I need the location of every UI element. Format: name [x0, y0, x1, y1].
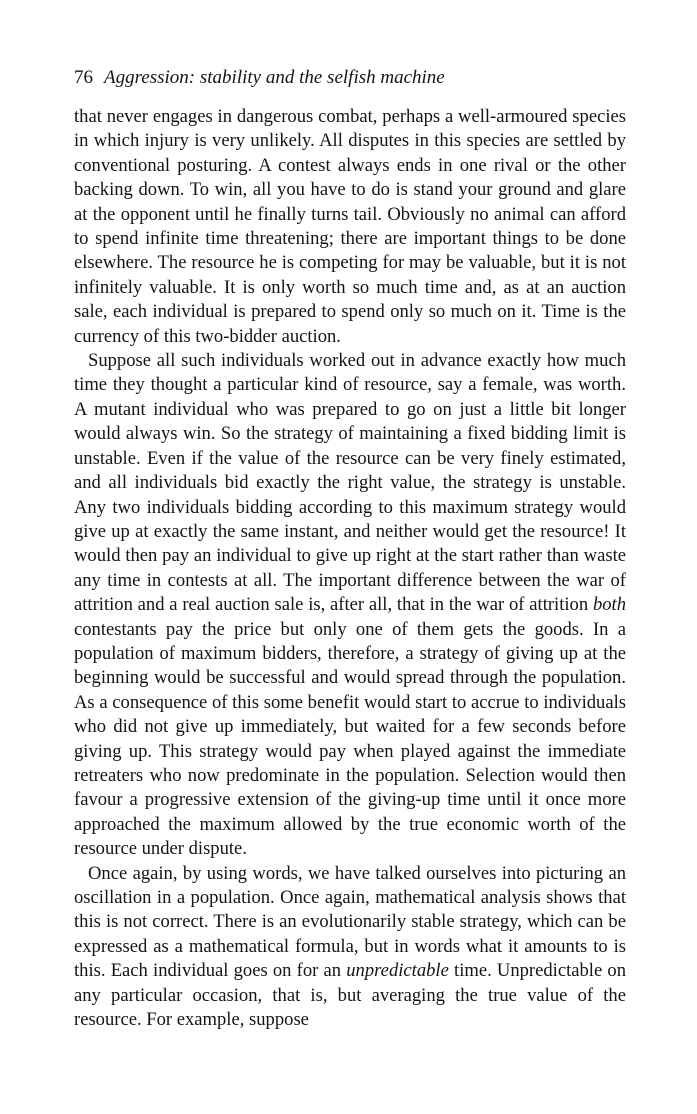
running-head — [74, 66, 626, 90]
paragraph-3 — [74, 862, 626, 1033]
text-run: time. Unpredictable on any particular occasion, that is, but averaging the true value of the resource. For example, suppose — [74, 960, 626, 1031]
emphasis-text: both — [592, 594, 626, 616]
book-page — [74, 66, 626, 1032]
text-run: that never engages in dangerous combat, perhaps a well-armoured species in which injury is very unlikely. All disputes in this species are settled by conventional posturing. A contest always ends in one rival or the other backing down. To win, all you have to do is stand your ground and glare at the opponent until he finally turns tail. Obviously no animal can afford to spend infinite time threatening; there are important things to be done elsewhere. The resource he is competing for may be valuable, but it is not infinitely valuable. It is only worth so much time and, as at an auction sale, each individual is prepared to spend only so much on it. Time is the currency of this two-bidder auction. — [74, 106, 626, 347]
emphasis-text: unpredictable — [346, 960, 449, 982]
paragraph-2 — [74, 349, 626, 862]
running-title: Aggression: stability and the selfish machine — [104, 67, 445, 88]
text-run: Suppose all such individuals worked out in advance exactly how much time they thought a particular kind of resource, say a female, was worth. A mutant individual who was prepared to go on just a little bit longer would always win. So the strategy of maintaining a fixed bidding limit is unstable. Even if the value of the resource can be very finely estimated, and all individuals bid exactly the right value, the strategy is unstable. Any two individuals bidding according to this maximum strategy would give up at exactly the same instant, and neither would get the resource! It would then pay an individual to give up right at the start rather than waste any time in contests at all. The important difference between the war of attrition and a real auction sale is, after all, that in the war of attrition — [74, 350, 626, 616]
text-run: contestants pay the price but only one of them gets the goods. In a population of maximum bidders, therefore, a strategy of giving up at the beginning would be successful and would spread through the population. As a consequence of this some benefit would start to accrue to individuals who did not give up immediately, but waited for a few seconds before giving up. This strategy would pay when played against the immediate retreaters who now predominate in the population. Selection would then favour a progressive extension of the giving-up time until it once more approached the maximum allowed by the true economic worth of the resource under dispute. — [74, 618, 626, 860]
paragraph-1 — [74, 105, 626, 349]
text-run: Once again, by using words, we have talked ourselves into picturing an oscillation in a population. Once again, mathematical analysis shows that this is not correct. There is an evolutionarily stable strategy, which can be expressed as a mathematical formula, but in words what it amounts to is this. Each individual goes on for an — [74, 862, 626, 982]
body-text — [74, 105, 626, 1032]
page-number: 76 — [74, 67, 93, 88]
